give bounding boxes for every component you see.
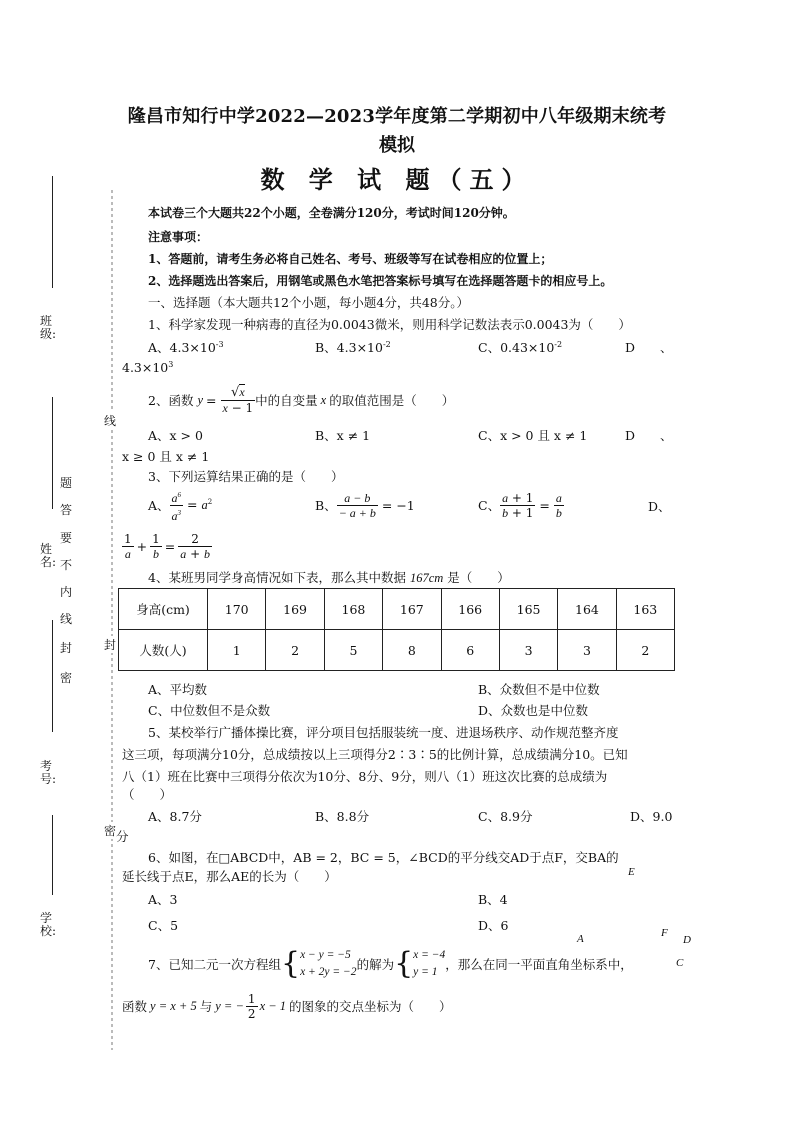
q4-option-c: C、中位数但不是众数 bbox=[148, 703, 271, 718]
q2-option-d: D 、 bbox=[625, 428, 673, 443]
q5-option-d: D、9.0 bbox=[630, 809, 673, 824]
q6-line2: 延长线于点E，那么AE的长为（ ） bbox=[122, 869, 337, 884]
table-cell: 1 bbox=[208, 630, 266, 671]
school-line bbox=[52, 815, 53, 895]
seal-char: 答 bbox=[59, 503, 72, 517]
seal-char: 封 bbox=[59, 641, 72, 655]
table-row bbox=[119, 630, 675, 671]
q3-option-a: A、 $\frac{a^6}{a^3}$ = $a^2$ bbox=[148, 487, 212, 523]
exam-main-title: 数 学 试 题（五） bbox=[260, 165, 534, 194]
q2-stem: 2、函数 y = $\frac{√x}{x - 1}$ 中的自变量 x 的取值范围是（ ） bbox=[148, 385, 455, 415]
table-cell: 164 bbox=[558, 589, 616, 630]
table-cell: 170 bbox=[208, 589, 266, 630]
q5-option-b: B、8.8分 bbox=[315, 809, 370, 824]
q6-option-a: A、3 bbox=[148, 892, 178, 907]
class-line bbox=[52, 176, 53, 288]
table-row bbox=[119, 589, 675, 630]
q5-line4: （ ） bbox=[122, 787, 173, 802]
seal-char: 不 bbox=[59, 558, 72, 572]
seal-char: 题 bbox=[59, 476, 72, 490]
table-cell: 168 bbox=[324, 589, 382, 630]
q1-option-c: C、$0.43\times 10^{-2}$ bbox=[478, 339, 563, 355]
exam-title-line2: 模拟 bbox=[379, 135, 415, 156]
name-label: 姓名: bbox=[40, 542, 57, 569]
height-table bbox=[118, 588, 675, 671]
q4-option-a: A、平均数 bbox=[148, 682, 208, 697]
exam-line bbox=[52, 620, 53, 732]
table-cell: 3 bbox=[499, 630, 557, 671]
section-1-heading: 一、选择题（本大题共12个小题，每小题4分，共48分。） bbox=[148, 295, 470, 310]
table-cell: 2 bbox=[266, 630, 324, 671]
q5-line1: 5、某校举行广播体操比赛，评分项目包括服装统一度、进退场秩序、动作规范整齐度 bbox=[148, 725, 619, 740]
note-1: 1、答题前，请考生务必将自己姓名、考号、班级等写在试卷相应的位置上； bbox=[148, 252, 553, 266]
table-cell: 166 bbox=[441, 589, 499, 630]
q2-fraction: $\frac{√x}{x - 1}$ bbox=[222, 385, 254, 415]
table-cell: 163 bbox=[616, 589, 674, 630]
q2-option-b: B、x ≠ 1 bbox=[315, 428, 371, 443]
figure-label-d: D bbox=[683, 934, 691, 946]
q4-option-d: D、众数也是中位数 bbox=[478, 703, 589, 718]
exam-label: 考号: bbox=[40, 759, 57, 786]
q1-stem: 1、科学家发现一种病毒的直径为0.0043微米，则用科学记数法表示0.0043为（ ） bbox=[148, 317, 631, 332]
q7-solution: x = −4 y = 1 bbox=[413, 949, 446, 978]
figure-label-f: F bbox=[661, 927, 668, 939]
table-cell: 2 bbox=[616, 630, 674, 671]
q2-option-c: C、x > 0 且 x ≠ 1 bbox=[478, 428, 588, 443]
table-cell: 5 bbox=[324, 630, 382, 671]
q3-option-b: B、 $\frac{a - b}{- a + b}$ = −1 bbox=[315, 490, 415, 520]
seal-feng: 封 bbox=[103, 638, 116, 652]
seal-dashed-line bbox=[110, 190, 114, 1050]
seal-char: 线 bbox=[59, 612, 72, 626]
q1-option-d-value: $4.3\times 10^3$ bbox=[122, 360, 174, 376]
seal-xian: 线 bbox=[103, 414, 116, 428]
q7-equation-system: x − y = −5 x + 2y = −2 bbox=[300, 949, 357, 978]
q3-option-c: C、 $\frac{a + 1}{b + 1}$ = $\frac{a}{b}$ bbox=[478, 490, 562, 520]
table-cell: 8 bbox=[383, 630, 441, 671]
q1-option-d: D 、 bbox=[625, 340, 673, 355]
seal-char: 要 bbox=[59, 531, 72, 545]
q4-stem: 4、某班男同学身高情况如下表，那么其中数据 167cm 是（ ） bbox=[148, 570, 510, 585]
q6-option-d: D、6 bbox=[478, 918, 509, 933]
q5-option-c: C、8.9分 bbox=[478, 809, 533, 824]
figure-label-e: E bbox=[628, 866, 635, 878]
class-label: 班级: bbox=[40, 314, 57, 341]
q5-option-d-unit: 分 bbox=[116, 829, 129, 844]
q6-option-b: B、4 bbox=[478, 892, 508, 907]
q4-option-b: B、众数但不是中位数 bbox=[478, 682, 600, 697]
q3-option-d-formula: $\frac{1}{a}$ + $\frac{1}{b}$ = $\frac{2}{a + b}$ bbox=[124, 531, 210, 561]
exam-title-line1: 隆昌市知行中学2022—2023学年度第二学期初中八年级期末统考 bbox=[127, 106, 667, 127]
seal-char: 密 bbox=[59, 671, 72, 685]
school-label: 学校: bbox=[40, 911, 57, 938]
q6-option-c: C、5 bbox=[148, 918, 179, 933]
table-cell: 167 bbox=[383, 589, 441, 630]
q2-option-d-value: x ≥ 0 且 x ≠ 1 bbox=[122, 449, 210, 464]
note-2: 2、选择题选出答案后，用钢笔或黑色水笔把答案标号填写在选择题答题卡的相应号上。 bbox=[148, 274, 613, 288]
figure-label-a: A bbox=[577, 933, 584, 945]
table-header-cell: 人数(人) bbox=[119, 630, 208, 671]
seal-char: 内 bbox=[59, 585, 72, 599]
q3-stem: 3、下列运算结果正确的是（ ） bbox=[148, 469, 344, 484]
q7-line2: 函数 y = x + 5 与 y = − $\frac{1}{2}$ x − 1 的图象的交点坐标为（ ） bbox=[122, 991, 452, 1021]
q6-line1: 6、如图，在□ABCD中，AB = 2，BC = 5，∠BCD的平分线交AD于点F，交BA的 bbox=[148, 850, 619, 865]
notes-heading: 注意事项： bbox=[148, 230, 209, 244]
table-cell: 165 bbox=[499, 589, 557, 630]
q2-option-a: A、x > 0 bbox=[148, 428, 203, 443]
table-cell: 3 bbox=[558, 630, 616, 671]
table-header-cell: 身高(cm) bbox=[119, 589, 208, 630]
figure-label-c: C bbox=[676, 957, 684, 969]
q7-line1: 7、已知二元一次方程组 { x − y = −5 x + 2y = −2 的解为 { x = −4 y = 1 ，那么在同一平面直角坐标系中， bbox=[148, 946, 633, 981]
q1-option-b: B、$4.3\times 10^{-2}$ bbox=[315, 339, 391, 355]
name-line bbox=[52, 397, 53, 509]
q5-line3: 八（1）班在比赛中三项得分依次为10分、8分、9分，则八（1）班这次比赛的总成绩为 bbox=[122, 769, 608, 784]
table-cell: 6 bbox=[441, 630, 499, 671]
q3-option-d: D、 bbox=[648, 499, 671, 514]
q5-option-a: A、8.7分 bbox=[148, 809, 202, 824]
table-cell: 169 bbox=[266, 589, 324, 630]
q5-line2: 这三项，每项满分10分，总成绩按以上三项得分2∶3∶5的比例计算，总成绩满分10。已知 bbox=[122, 747, 628, 762]
seal-mi: 密 bbox=[103, 824, 116, 838]
intro-text: 本试卷三个大题共22个小题，全卷满分120分，考试时间120分钟。 bbox=[148, 206, 515, 220]
q1-option-a: A、$4.3\times 10^{-3}$ bbox=[148, 339, 224, 355]
